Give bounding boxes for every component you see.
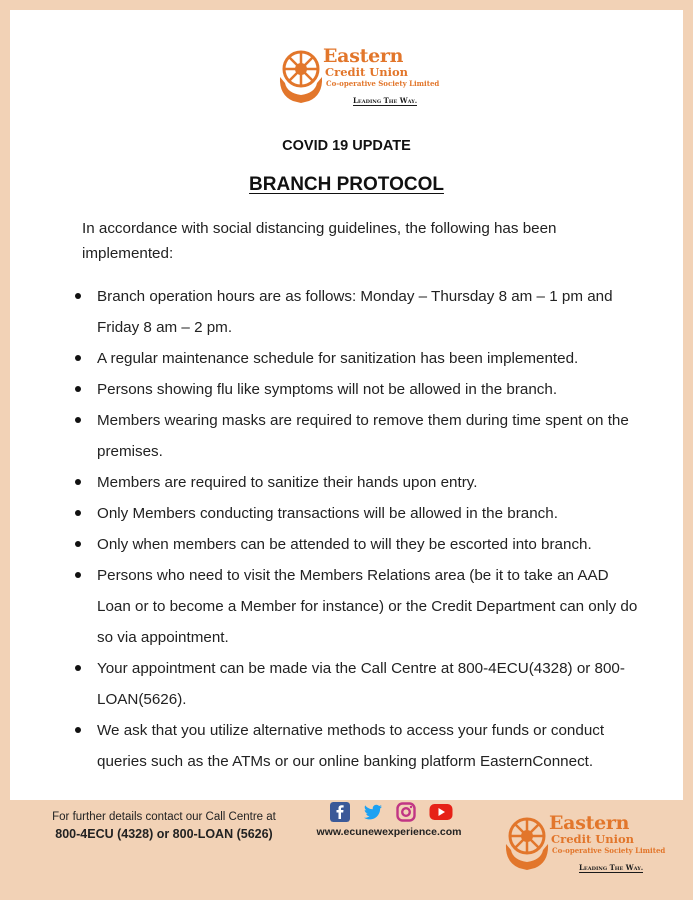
logo-name-line2: Credit Union [551,832,635,846]
bullet-icon [75,479,81,485]
list-item [72,653,642,715]
bullet-icon [75,541,81,547]
list-item-text: Your appointment can be made via the Call Centre at 800-4ECU(4328) or 800-LOAN(5626). [97,660,625,708]
facebook-icon[interactable] [330,802,350,822]
list-item-text: Persons showing flu like symptoms will not be allowed in the branch. [97,381,558,398]
logo-name: Eastern [323,45,404,67]
youtube-icon[interactable] [429,802,453,822]
logo-wordmark [549,814,667,874]
bullet-icon [75,417,81,423]
list-item-text: Members wearing masks are required to remove them during time spent on the premises. [97,412,629,460]
bullet-icon [75,293,81,299]
update-heading: COVID 19 UPDATE [282,138,411,154]
bullet-icon [75,665,81,671]
contact-line: For further details contact our Call Centre at [52,811,276,823]
bullet-icon [75,355,81,361]
list-item [72,498,642,529]
list-item [72,560,642,653]
list-item [72,529,642,560]
list-item-text: Branch operation hours are as follows: Monday – Thursday 8 am – 1 pm and Friday 8 am – 2 pm. [97,288,613,336]
list-item [72,715,642,777]
logo-wordmark [323,47,441,107]
list-item-text: Only when members can be attended to will they be escorted into branch. [97,536,592,553]
list-item-text: A regular maintenance schedule for sanitization has been implemented. [97,350,579,367]
logo-emblem-icon [277,47,329,107]
logo-name: Eastern [549,812,630,834]
bullet-icon [75,386,81,392]
list-item [72,374,642,405]
list-item-text: Persons who need to visit the Members Relations area (be it to take an AAD Loan or to become a Member for instance) or the Credit Department can only do so via appointment. [97,567,638,646]
list-item [72,281,642,343]
logo-name-line2: Credit Union [325,65,409,79]
logo [277,45,440,109]
intro-paragraph: In accordance with social distancing guidelines, the following has been implemented: [82,220,557,262]
footer-contact [34,805,294,843]
logo-tagline: Leading The Way. [353,96,418,105]
page-title: BRANCH PROTOCOL [249,174,444,195]
bullet-icon [75,727,81,733]
protocol-list [72,281,642,777]
logo-subtitle: Co-operative Society Limited [552,846,666,855]
list-item [72,467,642,498]
list-item-text: Only Members conducting transactions will be allowed in the branch. [97,505,558,522]
social-links [330,802,456,822]
bullet-icon [75,572,81,578]
bullet-icon [75,510,81,516]
instagram-icon[interactable] [396,802,416,822]
logo-tagline: Leading The Way. [579,863,644,872]
list-item-text: We ask that you utilize alternative methods to access your funds or conduct queries such as the ATMs or our online banking platform EasternConnect. [97,722,605,770]
twitter-icon[interactable] [363,802,383,822]
footer-logo [503,812,666,876]
list-item [72,405,642,467]
list-item [72,343,642,374]
list-item-text: Members are required to sanitize their hands upon entry. [97,474,478,491]
contact-phone: 800-4ECU (4328) or 800-LOAN (5626) [55,827,273,841]
logo-emblem-icon [503,814,555,874]
website-link[interactable]: www.ecunewexperience.com [316,826,462,838]
logo-subtitle: Co-operative Society Limited [326,79,440,88]
